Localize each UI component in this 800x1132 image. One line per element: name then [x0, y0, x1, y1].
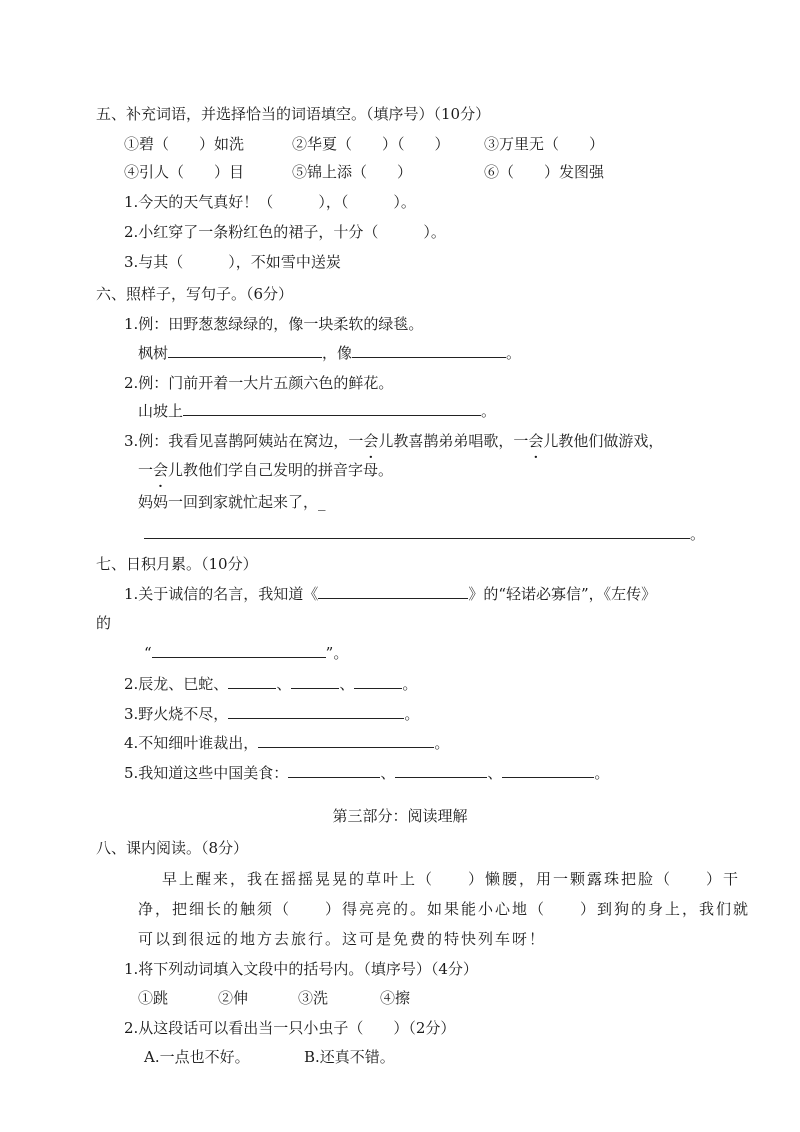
- question-text: [124, 674, 417, 694]
- section-6-heading: 六、照样子，写句子。（6分）: [96, 285, 294, 303]
- prompt-text: 3.野火烧不尽，: [124, 705, 229, 723]
- answer-line: [144, 524, 705, 544]
- emphasized-text: 一会儿: [348, 432, 394, 450]
- question-text: [144, 643, 348, 663]
- prompt-text: 4.不知细叶谁裁出，: [124, 734, 259, 752]
- answer-blank[interactable]: [352, 343, 506, 358]
- answer-blank[interactable]: [291, 674, 339, 689]
- word-option: ③万里无（ ）: [484, 135, 605, 153]
- word-option: ④擦: [380, 989, 411, 1007]
- example-sentence-cont: [138, 460, 393, 480]
- emphasized-text: 一会儿: [138, 461, 184, 479]
- prompt-text: 1.关于诚信的名言，我知道《: [124, 585, 319, 603]
- example-sentence: 1.例：田野葱葱绿绿的，像一块柔软的绿毯。: [124, 315, 424, 333]
- prompt-text: 》的“轻诺必寡信”，《左传》: [468, 585, 657, 603]
- question-text: [124, 763, 609, 783]
- example-part: 教他们学自己发明的拼音字母。: [183, 461, 394, 479]
- answer-blank[interactable]: [395, 763, 487, 778]
- answer-option[interactable]: B.还真不错。: [304, 1048, 395, 1066]
- question-text: [124, 584, 656, 604]
- answer-blank[interactable]: [152, 643, 326, 658]
- section-7-heading: 七、日积月累。（10分）: [96, 555, 258, 573]
- word-option: ②华夏（ ）（ ）: [292, 135, 450, 153]
- prompt-text: 、: [487, 764, 503, 782]
- section-5-heading: 五、补充词语，并选择恰当的词语填空。（填序号）（10分）: [96, 105, 491, 123]
- prompt-text: 。: [404, 705, 420, 723]
- answer-blank[interactable]: [168, 343, 322, 358]
- prompt-text: 山坡上: [138, 402, 184, 420]
- question-text: [124, 733, 449, 753]
- reading-passage: 净，把细长的触须（ ）得亮亮的。如果能小心地（ ）到狗的身上，我们就: [138, 900, 751, 918]
- answer-blank[interactable]: [318, 584, 468, 599]
- example-sentence: [124, 431, 663, 451]
- answer-blank[interactable]: [228, 674, 276, 689]
- prompt-text: 。: [506, 344, 522, 362]
- question-text: 3.与其（ ），不如雪中送炭: [124, 253, 341, 271]
- answer-blank[interactable]: [502, 763, 594, 778]
- prompt-text: 。: [594, 764, 610, 782]
- answer-line: [138, 401, 496, 421]
- word-option: ①碧（ ）如洗: [124, 135, 245, 153]
- answer-blank[interactable]: [288, 763, 380, 778]
- word-option: ②伸: [218, 989, 249, 1007]
- prompt-text: 5.我知道这些中国美食：: [124, 764, 289, 782]
- example-part: 教他们做游戏，: [558, 432, 664, 450]
- reading-passage: 早上醒来，我在摇摇晃晃的草叶上（ ）懒腰，用一颗露珠把脸（ ）干: [162, 870, 741, 888]
- prompt-text: 。: [434, 734, 450, 752]
- answer-blank[interactable]: [258, 733, 434, 748]
- answer-blank[interactable]: [183, 401, 481, 416]
- example-part: 教喜鹊弟弟唱歌，: [393, 432, 514, 450]
- answer-blank[interactable]: [228, 704, 404, 719]
- example-sentence: 2.例：门前开着一大片五颜六色的鲜花。: [124, 374, 394, 392]
- word-option: ⑤锦上添（ ）: [292, 163, 413, 181]
- example-part: 3.例：我看见喜鹊阿姨站在窝边，: [124, 432, 349, 450]
- prompt-text: 、: [339, 675, 355, 693]
- word-option: ③洗: [298, 989, 329, 1007]
- answer-blank[interactable]: [144, 524, 690, 539]
- prompt-text: 2.辰龙、巳蛇、: [124, 675, 229, 693]
- prompt-text: ，像: [322, 344, 353, 362]
- word-option: ④引人（ ）目: [124, 163, 245, 181]
- section-8-heading: 八、课内阅读。（8分）: [96, 839, 249, 857]
- question-text: [124, 704, 419, 724]
- prompt-text: 的: [96, 614, 112, 632]
- question-text: 2.小红穿了一条粉红色的裙子，十分（ ）。: [124, 223, 446, 241]
- prompt-text: 、: [276, 675, 292, 693]
- answer-option[interactable]: A.一点也不好。: [144, 1048, 250, 1066]
- question-text: 1.将下列动词填入文段中的括号内。（填序号）（4分）: [124, 960, 478, 978]
- prompt-text: 枫树: [138, 344, 169, 362]
- prompt-text: 。: [690, 525, 706, 543]
- prompt-text: “: [144, 644, 152, 662]
- prompt-text: 妈妈一回到家就忙起来了，_: [138, 493, 326, 511]
- prompt-text: 。: [481, 402, 497, 420]
- question-text: 2.从这段话可以看出当一只小虫子（ ）（2分）: [124, 1019, 456, 1037]
- prompt-text: 、: [380, 764, 396, 782]
- question-text: 1.今天的天气真好！（ ），（ ）。: [124, 193, 416, 211]
- word-option: ①跳: [138, 989, 169, 1007]
- prompt-text: ”。: [325, 644, 349, 662]
- answer-blank[interactable]: [354, 674, 402, 689]
- word-option: ⑥（ ）发图强: [484, 163, 605, 181]
- prompt-text: 。: [402, 675, 418, 693]
- emphasized-text: 一会儿: [513, 432, 559, 450]
- answer-line: [138, 343, 521, 363]
- part-title: 第三部分：阅读理解: [332, 807, 468, 825]
- reading-passage: 可以到很远的地方去旅行。这可是免费的特快列车呀！: [138, 930, 547, 948]
